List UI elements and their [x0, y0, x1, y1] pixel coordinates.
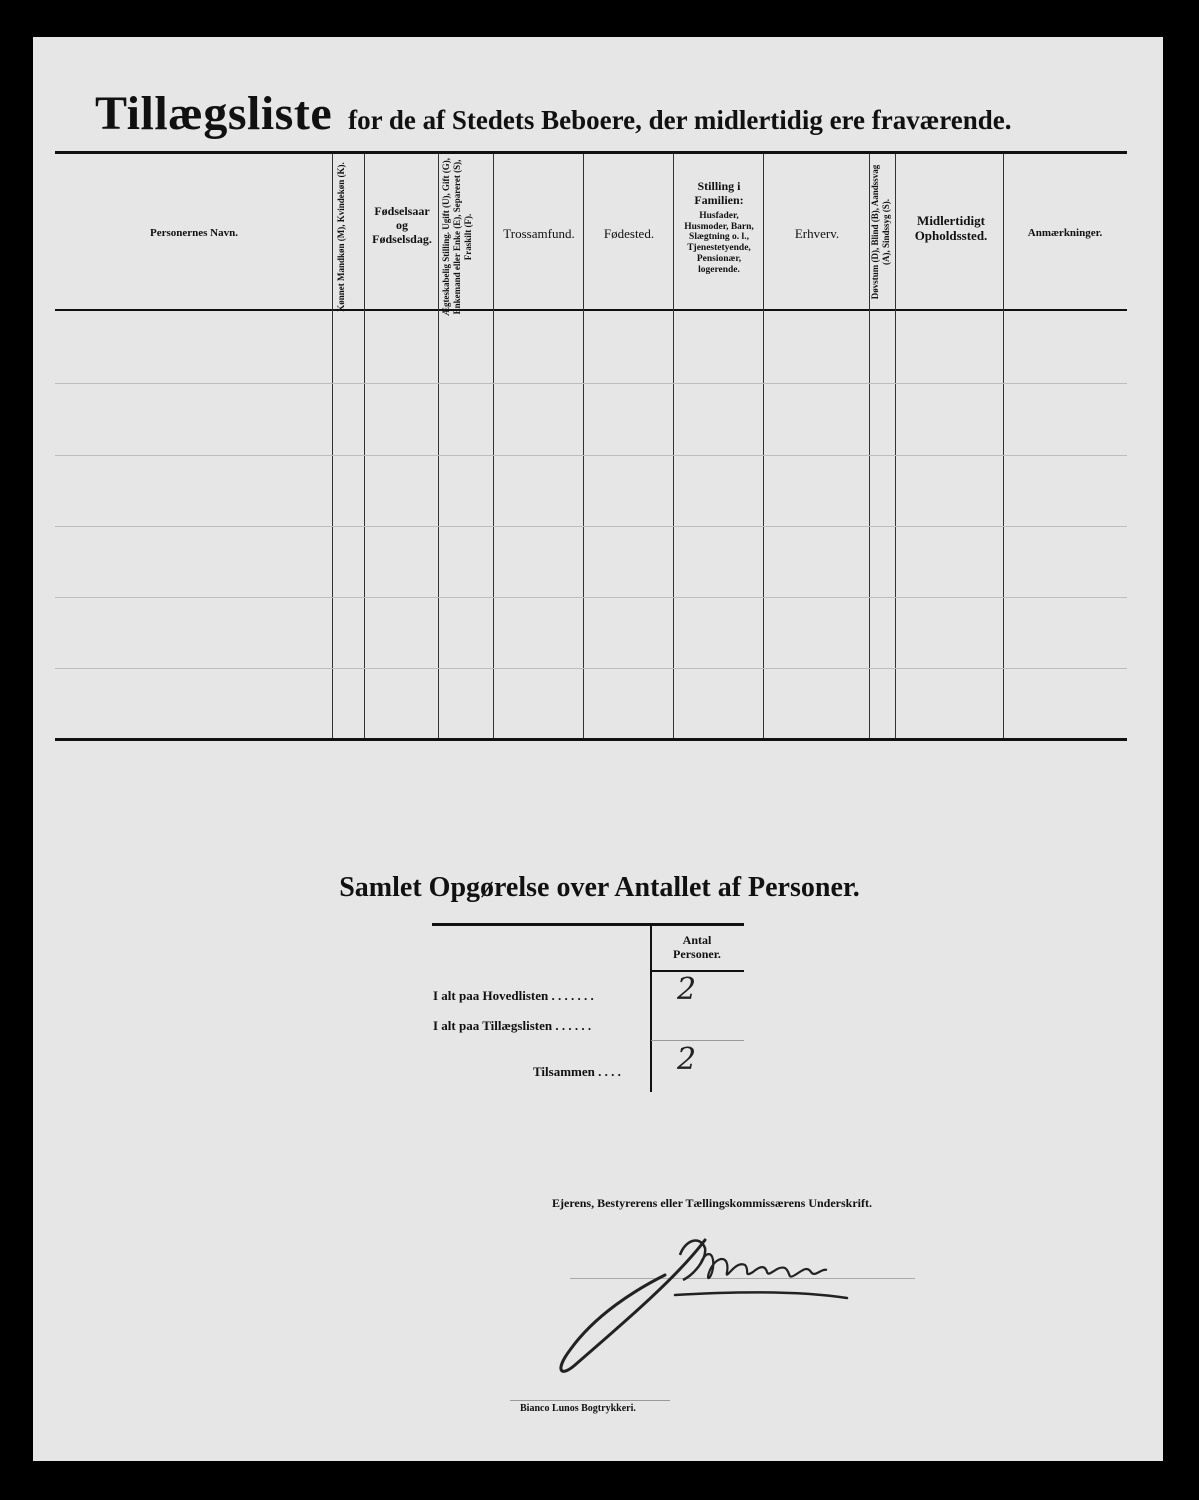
table-row [55, 383, 1127, 384]
title-main: Tillægsliste [95, 87, 333, 140]
header-marital: Ægteskabelig Stilling. Ugift (U), Gift (G), Enkemand eller Enke (E), Separeret (S), Fraskilt (F). [441, 158, 473, 316]
summary-value-total: 2 [677, 1042, 697, 1077]
summary-title: Samlet Opgørelse over Antallet af Personer. [339, 872, 860, 903]
summary-label-supplement-list: I alt paa Tillægslisten . . . . . . [433, 1018, 592, 1033]
title-rest: for de af Stedets Beboere, der midlertidig ere [348, 105, 866, 135]
header-remarks: Anmærkninger. [1027, 227, 1103, 239]
header-birthplace: Fødested. [603, 226, 655, 241]
header-birth: Fødselsaar og Fødselsdag. [372, 204, 432, 246]
col-divider [332, 154, 333, 738]
col-divider [493, 154, 494, 738]
title-subtitle [348, 105, 1011, 135]
summary-label-main-list: I alt paa Hovedlisten . . . . . . . [433, 988, 594, 1003]
summary-value-main-list: 2 [677, 972, 697, 1007]
header-religion: Trossamfund. [503, 226, 575, 241]
printer-note: Bianco Lunos Bogtrykkeri. [520, 1403, 636, 1414]
summary-col-header [656, 934, 738, 962]
table-header-rule [55, 309, 1127, 311]
signature-caption: Ejerens, Bestyrerens eller Tællingskommissærens Underskrift. [552, 1196, 872, 1210]
family-position-options: Husfader, Husmoder, Barn, Slægtning o. l., Tjenestetyende, Pensionær, logerende. [684, 210, 754, 276]
summary-label-total: Tilsammen . . . . [533, 1064, 621, 1079]
handwritten-signature [555, 1220, 855, 1380]
printer-rule [510, 1400, 670, 1401]
col-divider [438, 154, 439, 738]
col-divider [763, 154, 764, 738]
table-top-rule [55, 151, 1127, 154]
header-sex: Kønnet Mandkøn (M), Kvindekøn (K). [336, 162, 346, 312]
header-occupation: Erhverv. [794, 226, 840, 241]
col-divider [673, 154, 674, 738]
header-family-position [676, 180, 762, 276]
family-position-title: Stilling i Familien: [694, 179, 744, 207]
summary-subtotal-rule [651, 1040, 744, 1041]
col-divider [895, 154, 896, 738]
header-temporary-residence: Midlertidigt Opholdssted. [914, 213, 988, 243]
table-row [55, 526, 1127, 527]
table-row [55, 597, 1127, 598]
table-row [55, 668, 1127, 669]
header-names: Personernes Navn. [150, 227, 238, 239]
table-bottom-rule [55, 738, 1127, 741]
table-row [55, 455, 1127, 456]
col-divider [583, 154, 584, 738]
summary-top-rule [432, 923, 744, 926]
title-emphasis: fraværende. [871, 105, 1012, 135]
col-divider [364, 154, 365, 738]
summary-divider [650, 926, 652, 1092]
summary-col-header-2: Personer. [673, 946, 721, 961]
header-disability: Døvstum (D), Blind (B), Aandssvag (A), Sindssyg (S). [870, 164, 891, 300]
summary-col-header-1: Antal [682, 933, 712, 947]
form-title [95, 86, 1012, 141]
col-divider [1003, 154, 1004, 738]
summary-header-rule [651, 970, 744, 972]
